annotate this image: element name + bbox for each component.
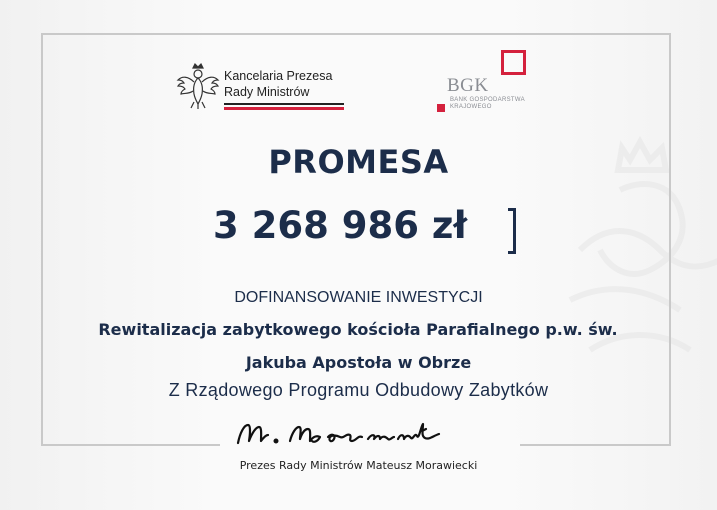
bgk-square-icon — [501, 50, 526, 75]
subtitle: DOFINANSOWANIE INWESTYCJI — [234, 289, 483, 306]
bgk-name: BGK — [447, 75, 489, 96]
kprm-black-stripe — [224, 103, 344, 105]
bgk-red-mark — [437, 104, 445, 112]
document-title: PROMESA — [268, 143, 449, 181]
project-name-line2: Jakuba Apostoła w Obrze — [245, 353, 472, 372]
bgk-full-name-line2: KRAJOWEGO — [450, 104, 492, 110]
kprm-name-line1: Kancelaria Prezesa — [224, 69, 333, 83]
program-name: Z Rządowego Programu Odbudowy Zabytków — [168, 380, 549, 400]
kprm-name-line2: Rady Ministrów — [224, 85, 310, 99]
bgk-logo — [436, 48, 536, 118]
bracket-decoration — [508, 208, 516, 254]
kprm-logo — [176, 62, 351, 114]
kprm-red-stripe — [224, 107, 344, 110]
polish-eagle-icon — [176, 62, 220, 110]
kprm-name — [224, 68, 332, 100]
handwritten-signature — [232, 417, 492, 451]
amount-value: 3 268 986 zł — [213, 204, 468, 247]
signature-caption: Prezes Rady Ministrów Mateusz Morawiecki — [239, 459, 478, 472]
project-name-line1: Rewitalizacja zabytkowego kościoła Parafialnego p.w. św. — [98, 320, 618, 339]
bgk-full-name — [450, 97, 525, 111]
bgk-full-name-line1: BANK GOSPODARSTWA — [450, 97, 525, 103]
